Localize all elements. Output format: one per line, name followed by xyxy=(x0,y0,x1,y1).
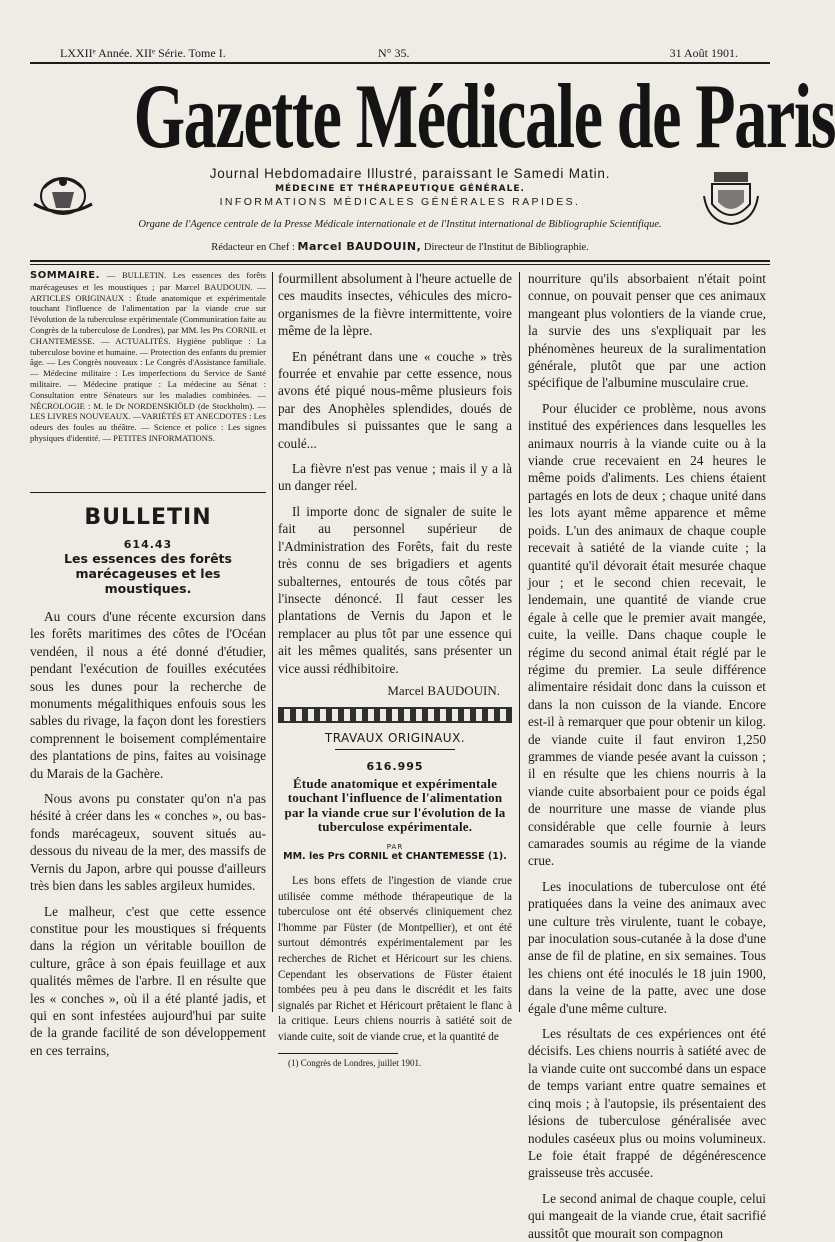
editor-name: Marcel BAUDOUIN, xyxy=(297,240,422,253)
column-right xyxy=(528,270,766,1241)
article-paragraph: Les inoculations de tuberculose ont été pratiquées dans la veine des animaux avec une culture très virulente, tuant le cobaye, par inoculation sous-cutanée à la dose d'une anse de fil de platine, en six semaines. Tous les chiens ont été inoculés le 18 juin 1900, dans la veine de la patte, avec une dose égale d'une même culture. xyxy=(528,878,766,1016)
masthead-rule xyxy=(30,260,770,262)
bulletin-paragraph: Nous avons pu constater qu'on n'a pas hésité à créer dans les « conches », ou bas-fonds marécageux, souvent situés au-dessous du niveau de la mer, des massifs de Vernis du Japon, arbre qui pousse d'ailleurs très bien dans les sables argileux humides. xyxy=(30,791,266,894)
masthead-editor xyxy=(140,240,660,253)
coat-of-arms-left-icon xyxy=(30,168,96,220)
article-par: PAR xyxy=(386,842,404,851)
column-divider-2 xyxy=(519,272,520,1012)
bulletin-title: Les essences des forêts marécageuses et les moustiques. xyxy=(64,551,232,596)
section-heading: TRAVAUX ORIGINAUX. xyxy=(324,730,466,745)
masthead-line-informations: INFORMATIONS MÉDICALES GÉNÉRALES RAPIDES. xyxy=(219,196,581,208)
bulletin-heading: BULLETIN xyxy=(84,505,212,530)
article-paragraph: nourriture qu'ils absorbaient n'était point connue, on pouvait penser que ces animaux mangeant plus volontiers de la viande crue, la survie des uns s'expliquait par les phénomènes heureux de la suralimentation générale, plutôt que par une action spécifique de l'albumine musculaire crue. xyxy=(528,271,766,391)
article-paragraph: Les bons effets de l'ingestion de viande crue utilisée comme méthode thérapeutique de la tuberculose ont été observés cliniquement chez l'homme par Füster (de Montpellier), et ont été surtout démontrés expérimentalement par les recherches de Richet et Héricourt sur les chiens. Cependant les observations de Füster étaient tombées peu à peu dans le discrédit et les faits signalés par Richet et Héricourt prêtaient le flanc à la critique. Leurs chiens nourris à satiété soit de viande cuite, soit de viande crue, et la quantité de xyxy=(278,874,512,1043)
editor-prefix: Rédacteur en Chef : xyxy=(211,242,295,253)
article-paragraph: Pour élucider ce problème, nous avons institué des expériences dans lesquelles les animaux nourris à la viande cuite ou à la viande crue recevaient en 24 heures le même poids d'aliments. Les chiens étaient partagés en lots de deux ; chaque unité dans les lots ayant même apparence et même poids. L'un des animaux de chaque couple recevait à satiété de la viande cuite ; la quantité qu'il dévorait était mesurée chaque jour ; et le second chien recevait, le lendemain, une quantité de viande crue égale à celle que le premier avait mangée, cuite, la veille. Dans chaque couple le régime du second animal était réglé par le régime du premier. La seule différence alimentaire résidait donc dans la cuisson et dans la non cuisson de la viande. Encore est-il à remarquer que pour obtenir un kilog. de viande cuite il faut environ 1,250 grammes de viande pesée avant la cuisson ; il en résulte que les chiens nourris à la viande cuite absorbaient pour ce poids égal de nourriture une masse de viande plus considérable que celle fournie à leurs camarades soumis au régime de la viande crue. xyxy=(528,400,766,869)
article-paragraph: Les résultats de ces expériences ont été décisifs. Les chiens nourris à satiété avec de la viande cuite ont succombé dans un espace de temps variant entre quatre semaines et cinq mois ; à l'autopsie, ils présentaient des lésions de tuberculose généralisée avec nodules caséeux plus ou moins volumineux. Le foie était frappé de dégénérescence graisseuse très accusée. xyxy=(528,1026,766,1181)
masthead-subtitle: Journal Hebdomadaire Illustré, paraissant le Samedi Matin. xyxy=(209,166,611,181)
footnote: (1) Congrès de Londres, juillet 1901. xyxy=(288,1058,422,1069)
masthead-title: Gazette Médicale de Paris xyxy=(133,65,835,167)
masthead-rule-thin xyxy=(30,264,770,265)
ornamental-divider xyxy=(278,707,512,723)
column-left xyxy=(30,270,267,1058)
footnote-rule xyxy=(278,1053,398,1054)
issue-number: N° 35. xyxy=(378,46,410,60)
edition-info: LXXIIᵉ Année. XIIᵉ Série. Tome I. xyxy=(60,46,226,60)
bulletin-continued-paragraph: fourmillent absolument à l'heure actuelle de ces maudits insectes, véhicules des micro-organismes de la fièvre intermittente, voire même de la lèpre. xyxy=(278,271,512,339)
bulletin-signature: Marcel BAUDOUIN. xyxy=(387,682,500,698)
article-paragraph: Le second animal de chaque couple, celui qui mangeait de la viande crue, était sacrifié aussitôt que mourait son compagnon xyxy=(528,1190,766,1241)
sommaire-text: — BULLETIN. Les essences des forêts marécageuses et les moustiques ; par Marcel BAUDOUIN. — ARTICLES ORIGINAUX : Étude anatomique et expérimentale touchant l'influence de l'alimentation par la viande crue sur l'évolution de la tuberculose expérimentale (Communication faite au Congrès de la tuberculose de Londres), par MM. les Prs CORNIL et CHANTEMESSE. — ACTUALITÉS. Hygiène publique : La tuberculose bovine et humaine. — Protection des enfants du premier âge. — Les Congrès nouveaux : Le Congrès d'Assistance familiale. — Médecine militaire : Les imperfections du Service de Santé militaire. — Médecine pratique : La médecine au Sénat : Consultation entre Sénateurs sur les maladies combinées. — NÉCROLOGIE : M. le Dr NORDENSKIÖLD (de Stockholm). — LES LIVRES NOUVEAUX. —VARIÉTÉS ET ANECDOTES : Les odeurs des foules au théâtre. — Science et police : Les signes physiques d'identité. — PETITES INFORMATIONS. xyxy=(30,270,267,443)
sommaire-label: SOMMAIRE. xyxy=(30,270,100,281)
column-middle xyxy=(278,270,512,1069)
bulletin-continued-paragraph: La fièvre n'est pas venue ; mais il y a là un danger réel. xyxy=(278,461,512,494)
bulletin-continued-paragraph: Il importe donc de signaler de suite le fait au personnel supérieur de l'Administration des Forêts, fait du reste très connu de ses brigadiers et agents subalternes, entourés de tous côtés par l'insecte dénoncé. Il faut cesser les plantations de Vernis du Japon et le remplacer au plus tôt par une essence qui ait les mêmes qualités, sans présenter un vice aussi rédhibitoire. xyxy=(278,503,512,676)
sommaire-rule xyxy=(30,492,266,493)
article-title: Étude anatomique et expérimentale touchant l'influence de l'alimentation par la viande crue sur l'évolution de la tuberculose expérimentale. xyxy=(284,775,506,835)
column-divider-1 xyxy=(272,272,273,1012)
editor-suffix: Directeur de l'Institut de Bibliographie. xyxy=(423,242,589,253)
bulletin-paragraph: Au cours d'une récente excursion dans les forêts maritimes des côtes de l'Océan vendéen, il nous a été donné d'étudier, pendant l'exécution de fouilles exécutées sous les dunes pour la recherche de monuments mégalithiques enfouis sous les sables du rivage, la façon dont les forestiers comprennent le boisement complémentaire des plantations de pins, faites au voisinage du Marais de la Gachère. xyxy=(30,609,266,781)
header-rule xyxy=(30,62,770,64)
sommaire xyxy=(30,270,266,486)
bulletin-paragraph: Le malheur, c'est que cette essence constitue pour les moustiques si fréquents dans la région un véritable bouillon de culture, grâce à son épais feuillage et aux qualités mêmes de l'arbre. Il en résulte que les « conches », où il a été planté jadis, et qui en sont infestées aujourd'hui par suite de la grande facilité de son développement en ces terrains, xyxy=(30,903,266,1058)
masthead-line-medicine: MÉDECINE ET THÉRAPEUTIQUE GÉNÉRALE. xyxy=(275,184,525,194)
bulletin-continued-paragraph: En pénétrant dans une « couche » très fourrée et envahie par cette essence, nous avons été piqué nous-même plusieurs fois par des Anophèles splendides, doués de mandibules si puissantes que le sang a coulé... xyxy=(278,348,512,451)
issue-date: 31 Août 1901. xyxy=(669,46,738,60)
coat-of-arms-right-icon xyxy=(702,166,760,228)
bulletin-number: 614.43 xyxy=(123,538,173,551)
masthead-organ: Organe de l'Agence centrale de la Presse Médicale internationale et de l'Institut international de Bibliographie Scientifique. xyxy=(138,219,662,230)
article-number: 616.995 xyxy=(366,759,424,773)
section-underline xyxy=(335,749,455,750)
article-authors: MM. les Prs CORNIL et CHANTEMESSE (1). xyxy=(283,850,507,862)
